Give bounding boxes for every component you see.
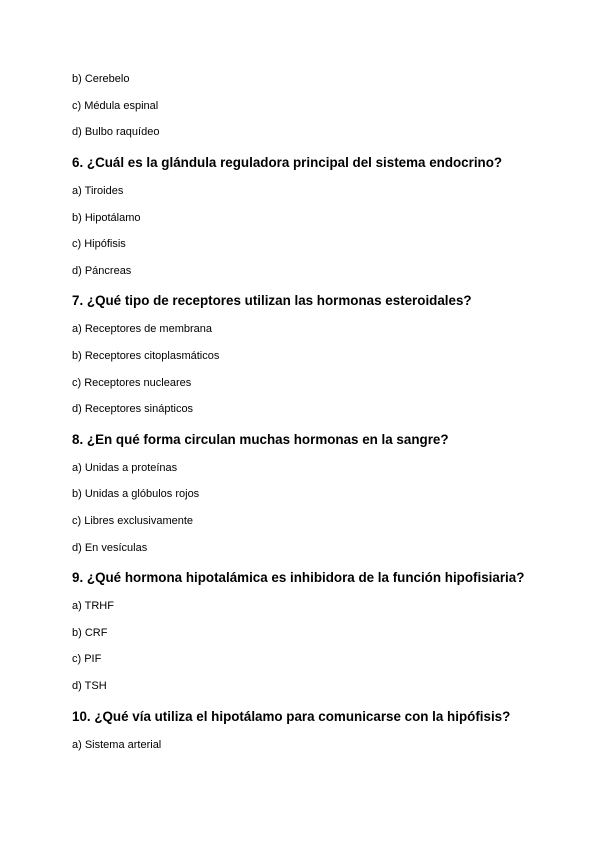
question-9-option-c: c) PIF [72,653,102,665]
question-8-option-b: b) Unidas a glóbulos rojos [72,488,200,500]
question-7-option-d: d) Receptores sinápticos [72,403,194,415]
question-7-option-a: a) Receptores de membrana [72,323,213,335]
question-7-option-b: b) Receptores citoplasmáticos [72,350,220,362]
option-prev-c: c) Médula espinal [72,100,159,112]
question-6-option-a: a) Tiroides [72,185,124,197]
question-7: 7. ¿Qué tipo de receptores utilizan las hormonas esteroidales? [72,293,472,308]
option-prev-b: b) Cerebelo [72,73,130,85]
question-10-option-a: a) Sistema arterial [72,739,162,751]
question-10: 10. ¿Qué vía utiliza el hipotálamo para comunicarse con la hipófisis? [72,709,511,724]
question-8: 8. ¿En qué forma circulan muchas hormonas en la sangre? [72,432,449,447]
question-9-option-b: b) CRF [72,627,108,639]
question-6-option-b: b) Hipotálamo [72,212,141,224]
option-prev-d: d) Bulbo raquídeo [72,126,160,138]
question-9: 9. ¿Qué hormona hipotalámica es inhibidora de la función hipofisiaria? [72,570,525,585]
question-9-option-d: d) TSH [72,680,107,692]
question-6-option-d: d) Páncreas [72,265,132,277]
question-9-option-a: a) TRHF [72,600,114,612]
question-8-option-a: a) Unidas a proteínas [72,462,178,474]
question-8-option-d: d) En vesículas [72,542,148,554]
question-6-option-c: c) Hipófisis [72,238,126,250]
question-7-option-c: c) Receptores nucleares [72,377,192,389]
question-8-option-c: c) Libres exclusivamente [72,515,194,527]
question-6: 6. ¿Cuál es la glándula reguladora principal del sistema endocrino? [72,155,503,170]
